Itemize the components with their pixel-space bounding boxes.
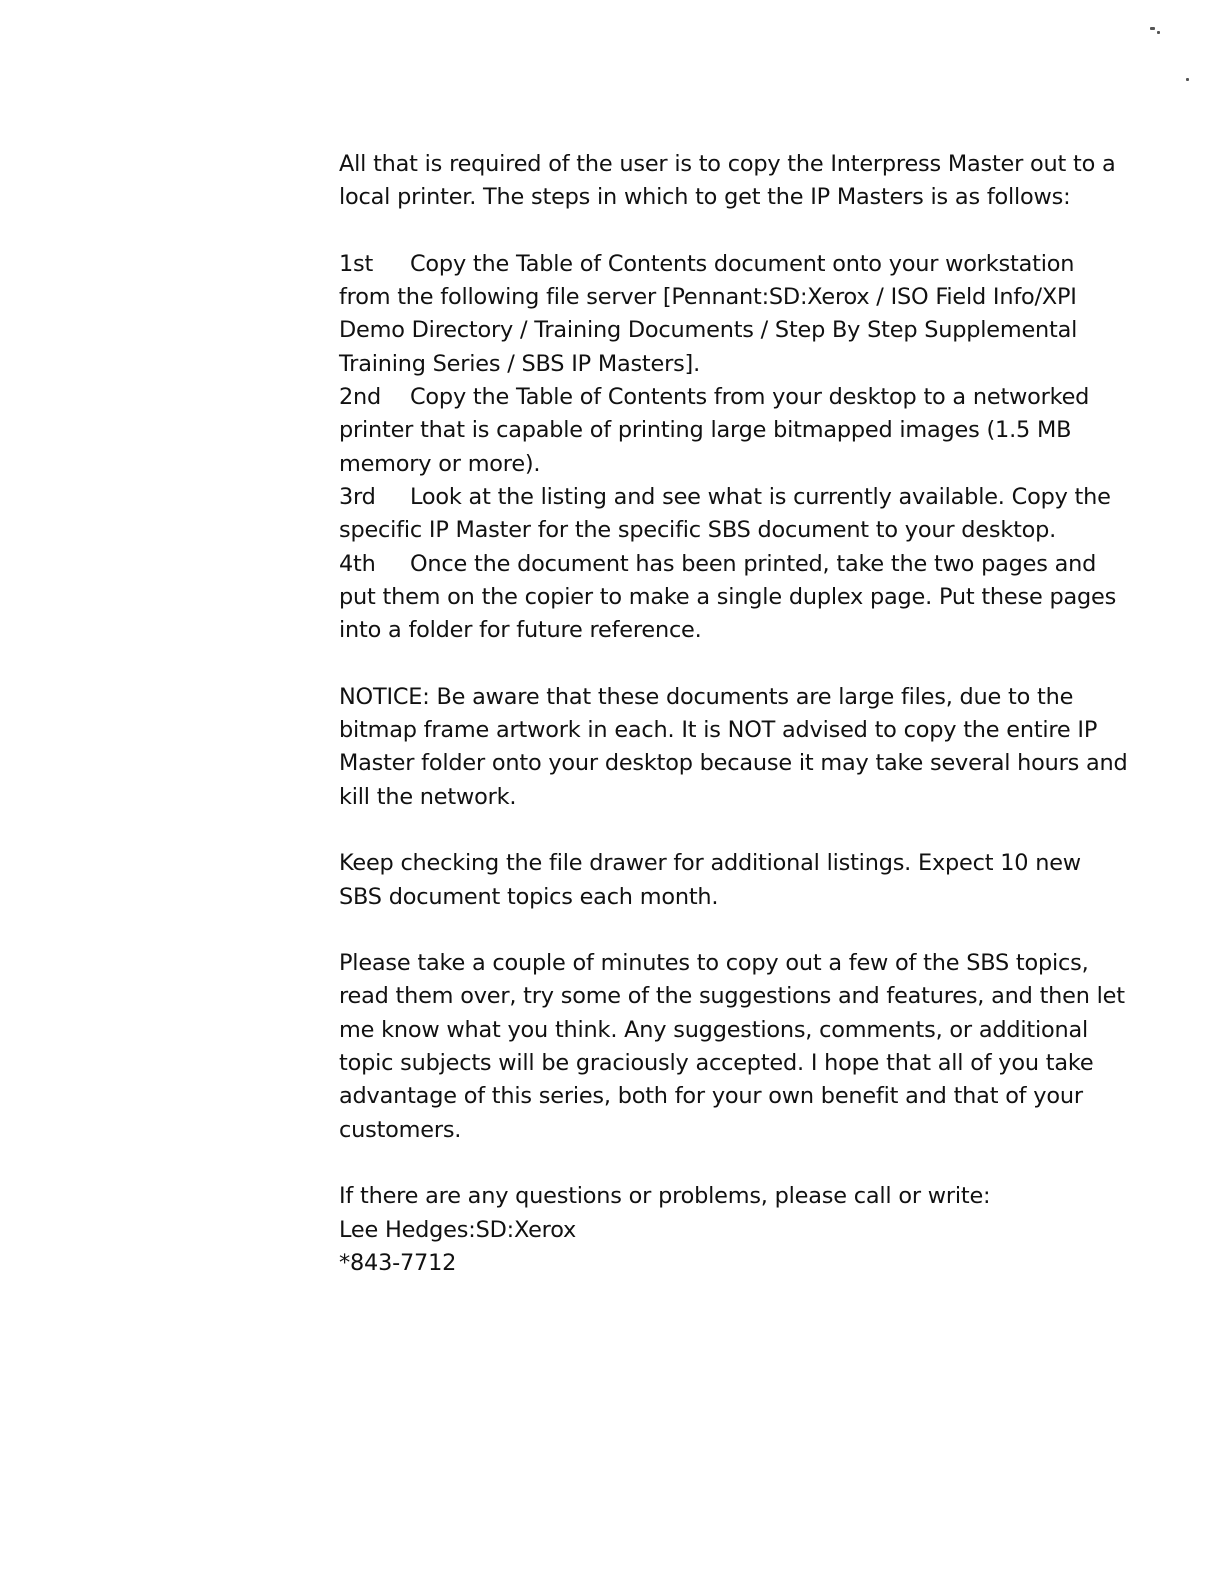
contact-prompt: If there are any questions or problems, please call or write: <box>339 1183 991 1210</box>
intro-paragraph: All that is required of the user is to copy the Interpress Master out to a local printer. The steps in which to get the IP Masters is as follows: <box>339 151 1116 211</box>
please-paragraph: Please take a couple of minutes to copy out a few of the SBS topics, read them over, try some of the suggestions and features, and then let me know what you think. Any suggestions, comments, or additional topic subjects will be graciously accepted. I hope that all of you take advantage of this series, both for your own benefit and that of your customers. <box>339 950 1125 1143</box>
document-body <box>339 148 1129 1280</box>
scan-speck <box>1157 31 1160 34</box>
step-label: 1st <box>339 250 374 277</box>
step-item <box>339 248 1129 381</box>
contact-phone: *843-7712 <box>339 1249 457 1276</box>
step-text: Once the document has been printed, take the two pages and put them on the copier to make a single duplex page. Put these pages into a folder for future reference. <box>339 550 1117 644</box>
keep-checking-paragraph: Keep checking the file drawer for additional listings. Expect 10 new SBS document topics each month. <box>339 850 1081 910</box>
step-label: 3rd <box>339 483 376 510</box>
scan-speck <box>1186 78 1189 81</box>
step-item <box>339 481 1129 548</box>
step-text: Look at the listing and see what is currently available. Copy the specific IP Master for the specific SBS document to your desktop. <box>339 483 1111 544</box>
step-label: 2nd <box>339 384 382 411</box>
notice-paragraph: NOTICE: Be aware that these documents are large files, due to the bitmap frame artwork in each. It is NOT advised to copy the entire IP Master folder onto your desktop because it may take several hours and kill the network. <box>339 683 1128 810</box>
contact-block <box>339 1180 1129 1280</box>
step-item <box>339 381 1129 481</box>
step-text: Copy the Table of Contents from your desktop to a networked printer that is capable of printing large bitmapped images (1.5 MB memory or more). <box>339 384 1090 477</box>
steps-list <box>339 248 1129 648</box>
contact-name: Lee Hedges:SD:Xerox <box>339 1216 577 1243</box>
step-label: 4th <box>339 550 376 577</box>
scan-speck <box>1150 27 1155 30</box>
step-text: Copy the Table of Contents document onto your workstation from the following file server [Pennant:SD:Xerox / ISO Field Info/XPI Demo Directory / Training Documents / Step By Step Supplemental Training Series / SBS IP Masters]. <box>339 250 1078 377</box>
step-item <box>339 548 1129 648</box>
